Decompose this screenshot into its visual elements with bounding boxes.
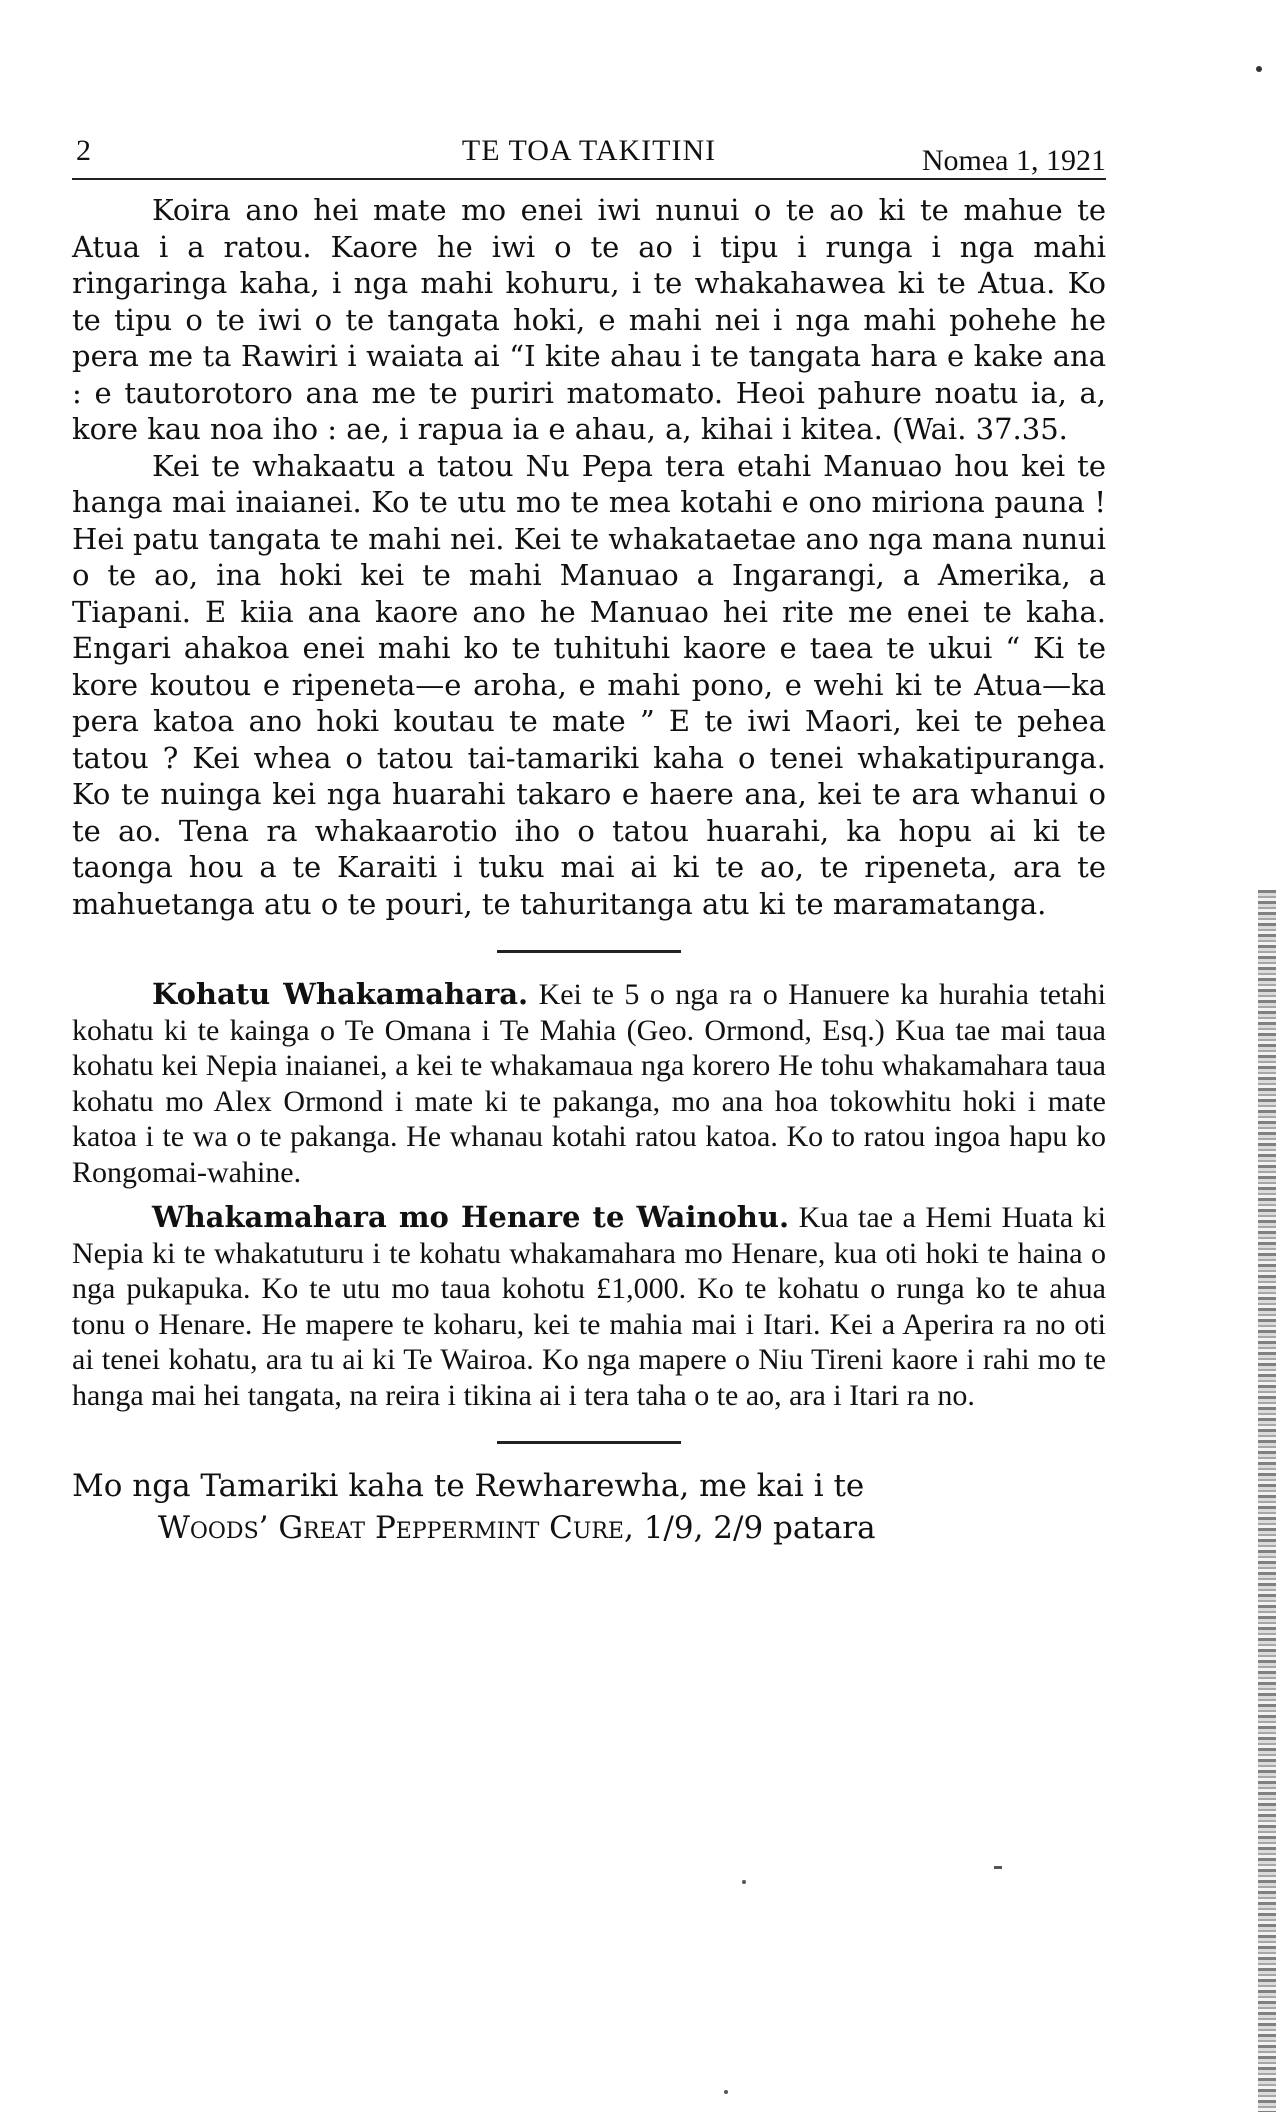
section-divider — [497, 950, 681, 953]
scan-speck — [1256, 66, 1262, 72]
page-header — [72, 130, 1106, 180]
body-paragraph-2: Kei te whakaatu a tatou Nu Pepa tera etahi Manuao hou kei te hanga mai inaianei. Ko te utu mo te mea kotahi e ono miriona pauna ! Hei patu tangata te mahi nei. Kei te whakataetae ano nga mana nunui o te ao, ina hoki kei te mahi Manuao a Ingarangi, a Amerika, a Tiapani. E kiia ana kaore ano he Manuao hei rite me enei te kaha. Engari ahakoa enei mahi ko te tuhituhi kaore e taea te ukui “ Ki te kore koutou e ripeneta—e aroha, e mahi pono, e wehi ki te Atua—ka pera katoa ano hoki koutau te mate ” E te iwi Maori, kei te pehea tatou ? Kei whea o tatou tai-tamariki kaha o tenei whakatipuranga. Ko te nuinga kei nga huarahi takaro e haere ana, kei te ara whanui o te ao. Tena ra whakaarotio iho o tatou huarahi, ka hopu ai ki te taonga hou a te Karaiti i tuku mai ai ki te ao, te ripeneta, ara te mahuetanga atu o te pouri, te tahuritanga atu ki te maramatanga. — [72, 448, 1106, 921]
newspaper-title: TE TOA TAKITINI — [461, 134, 717, 167]
advert-line-2 — [72, 1510, 1106, 1546]
scan-edge-texture — [1258, 890, 1276, 2112]
body-paragraph-1: Koira ano hei mate mo enei iwi nunui o te ao ki te mahue te Atua i a ratou. Kaore he iwi o te ao i tipu i runga i nga mahi ringaringa kaha, i nga mahi kohuru, i te whakahawea ki te Atua. Ko te tipu o te iwi o te tangata hoki, e mahi nei i nga mahi pohehe he pera me ta Rawiri i waiata ai “I kite ahau i te tangata hara e kake ana : e tautorotoro ana me te puriri matomato. Heoi pahure noatu ia, a, kore kau noa iho : ae, i rapua ia e ahau, a, kihai i kitea. (Wai. 37.35. — [72, 193, 1106, 446]
section-divider — [497, 1441, 681, 1444]
notice-text: Kua tae a Hemi Huata ki Nepia ki te whakatuturu i te kohatu whakamahara mo Henare, kua oti hoki te haina o nga pukapuka. Ko te utu mo taua kohotu £1,000. Ko te kohatu o runga ko te ahua tonu o Henare. He mapere te koharu, kei te mahia mai i Itari. Kei a Aperira ra no oti ai tenei kohatu, ara tu ai ki Te Wairoa. Ko nga mapere o Niu Tireni kaore i rahi mo te hanga mai hei tangata, na reira i tikina ai i tera taha o te ao, ara i Itari ra no. — [72, 1201, 1106, 1412]
notice-kohatu-whakamahara — [72, 977, 1106, 1190]
notice-text: Kei te 5 o nga ra o Hanuere ka hurahia tetahi kohatu ki te kainga o Te Omana i Te Mahia (Geo. Ormond, Esq.) Kua tae mai taua kohatu kei Nepia inaianei, a kei te whakamaua nga korero He tohu whakamahara taua kohatu mo Alex Ormond i mate ki te pakanga, mo ana hoa tokowhitu hoki i mate katoa i te wa o te pakanga. He whanau kotahi ratou katoa. Ko to ratou ingoa hapu ko Rongomai-wahine. — [72, 978, 1106, 1189]
page-number: 2 — [76, 134, 91, 167]
advert-line-1: Mo nga Tamariki kaha te Rewharewha, me kai i te — [72, 1468, 865, 1504]
scan-speck — [742, 1880, 746, 1884]
scan-speck — [724, 2090, 728, 2094]
notice-heading: Whakamahara mo Henare te Wainohu. — [152, 1200, 790, 1234]
advert-price: 1/9, 2/9 patara — [643, 1510, 876, 1546]
issue-date: Nomea 1, 1921 — [921, 144, 1106, 177]
notice-heading: Kohatu Whakamahara. — [152, 977, 529, 1011]
advert-product: Woods’ Great Peppermint Cure, — [158, 1510, 634, 1546]
scan-speck — [994, 1866, 1002, 1869]
page — [72, 130, 1106, 1546]
notice-henare-te-wainohu — [72, 1200, 1106, 1413]
